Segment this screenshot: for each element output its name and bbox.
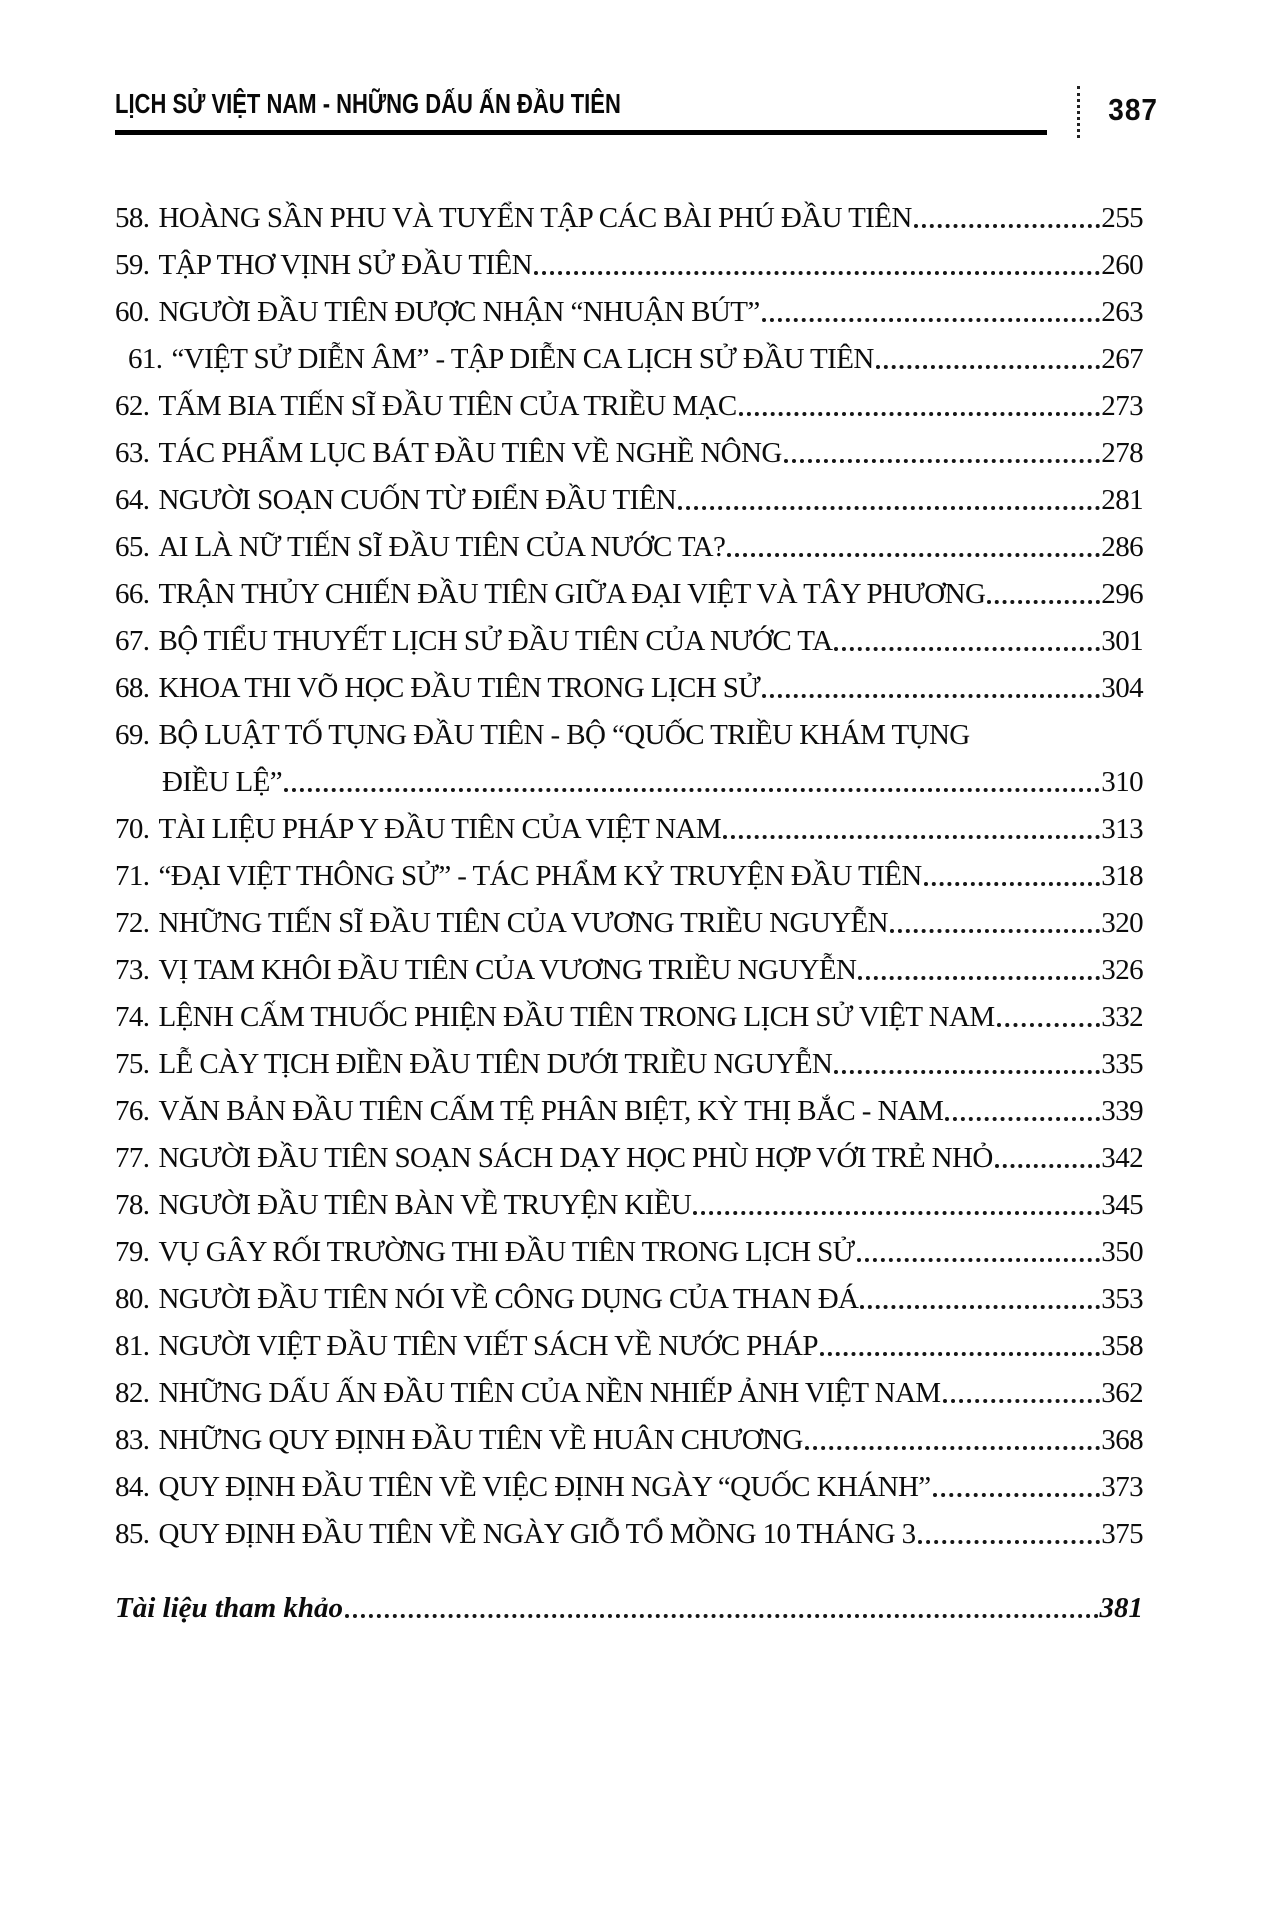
toc-entry	[115, 1081, 1143, 1128]
dot-leader	[784, 459, 1101, 463]
dot-leader	[727, 553, 1100, 557]
dot-leader	[858, 976, 1100, 980]
entry-number: 82.	[115, 1377, 150, 1409]
entry-title: “ĐẠI VIỆT THÔNG SỬ” - TÁC PHẨM KỶ TRUYỆN ĐẦU TIÊN	[158, 860, 922, 892]
entry-page-number: 362	[1101, 1377, 1143, 1409]
entry-title: LỄ CÀY TỊCH ĐIỀN ĐẦU TIÊN DƯỚI TRIỀU NGUYỄN	[158, 1048, 833, 1080]
entry-number: 64.	[115, 484, 150, 516]
entry-number: 59.	[115, 249, 150, 281]
entry-number: 65.	[115, 531, 150, 563]
entry-number: 81.	[115, 1330, 150, 1362]
entry-number: 66.	[115, 578, 150, 610]
entry-page-number: 335	[1101, 1048, 1143, 1080]
entry-number: 85.	[115, 1518, 150, 1550]
entry-number: 69.	[115, 719, 150, 751]
dot-leader	[933, 1493, 1101, 1497]
entry-title: TẤM BIA TIẾN SĨ ĐẦU TIÊN CỦA TRIỀU MẠC	[158, 390, 737, 422]
entry-title: TRẬN THỦY CHIẾN ĐẦU TIÊN GIỮA ĐẠI VIỆT VÀ TÂY PHƯƠNG	[158, 578, 986, 610]
dot-leader	[995, 1164, 1101, 1168]
toc-entry	[115, 705, 1143, 752]
toc-entry	[115, 940, 1143, 987]
entry-title: TÁC PHẨM LỤC BÁT ĐẦU TIÊN VỀ NGHỀ NÔNG	[158, 437, 782, 469]
entry-title: NHỮNG QUY ĐỊNH ĐẦU TIÊN VỀ HUÂN CHƯƠNG	[158, 1424, 803, 1456]
entry-number: 84.	[115, 1471, 150, 1503]
entry-title: KHOA THI VÕ HỌC ĐẦU TIÊN TRONG LỊCH SỬ	[158, 672, 761, 704]
toc-entry	[115, 611, 1143, 658]
entry-title: NGƯỜI ĐẦU TIÊN BÀN VỀ TRUYỆN KIỀU	[158, 1189, 692, 1221]
toc-entry-references	[115, 1578, 1143, 1625]
entry-page-number: 350	[1101, 1236, 1143, 1268]
toc-entry	[115, 987, 1143, 1034]
dot-leader	[857, 1258, 1101, 1262]
entry-page-number: 286	[1101, 531, 1143, 563]
entry-title: NGƯỜI ĐẦU TIÊN ĐƯỢC NHẬN “NHUẬN BÚT”	[158, 296, 760, 328]
entry-title: QUY ĐỊNH ĐẦU TIÊN VỀ VIỆC ĐỊNH NGÀY “QUỐC KHÁNH”	[158, 1471, 931, 1503]
entry-number: 77.	[115, 1142, 150, 1174]
toc-entry	[115, 188, 1143, 235]
entry-number: 60.	[115, 296, 150, 328]
dot-leader	[762, 318, 1101, 322]
dot-leader	[723, 835, 1100, 839]
toc-entry	[115, 1410, 1143, 1457]
entry-title: BỘ LUẬT TỐ TỤNG ĐẦU TIÊN - BỘ “QUỐC TRIỀU KHÁM TỤNG	[158, 719, 970, 751]
entry-number: 76.	[115, 1095, 150, 1127]
toc-entry	[115, 329, 1143, 376]
entry-number: 61.	[128, 343, 163, 375]
entry-title: LỆNH CẤM THUỐC PHIỆN ĐẦU TIÊN TRONG LỊCH SỬ VIỆT NAM	[158, 1001, 995, 1033]
entry-page-number: 278	[1101, 437, 1143, 469]
entry-number: 78.	[115, 1189, 150, 1221]
entry-number: 70.	[115, 813, 150, 845]
dot-leader	[345, 1614, 1098, 1618]
entry-page-number: 326	[1101, 954, 1143, 986]
entry-page-number: 296	[1101, 578, 1143, 610]
entry-page-number: 345	[1101, 1189, 1143, 1221]
dot-leader	[918, 1540, 1101, 1544]
entry-title-continued: ĐIỀU LỆ”	[162, 766, 283, 798]
entry-page-number: 310	[1101, 766, 1143, 798]
entry-page-number: 339	[1101, 1095, 1143, 1127]
dot-leader	[805, 1446, 1101, 1450]
book-title: LỊCH SỬ VIỆT NAM - NHỮNG DẤU ẤN ĐẦU TIÊN	[115, 88, 621, 120]
toc-entry	[115, 1222, 1143, 1269]
entry-page-number: 318	[1101, 860, 1143, 892]
toc-entry	[115, 1269, 1143, 1316]
entry-title: AI LÀ NỮ TIẾN SĨ ĐẦU TIÊN CỦA NƯỚC TA?	[158, 531, 726, 563]
header-rule	[115, 88, 1047, 135]
reference-title: Tài liệu tham khảo	[115, 1592, 344, 1624]
entry-title: “VIỆT SỬ DIỄN ÂM” - TẬP DIỄN CA LỊCH SỬ ĐẦU TIÊN	[171, 343, 874, 375]
entry-title: HOÀNG SẦN PHU VÀ TUYỂN TẬP CÁC BÀI PHÚ ĐẦU TIÊN	[158, 202, 912, 234]
table-of-contents	[115, 188, 1143, 1625]
toc-entry	[115, 1457, 1143, 1504]
dot-leader	[678, 506, 1100, 510]
entry-title: TẬP THƠ VỊNH SỬ ĐẦU TIÊN	[158, 249, 533, 281]
entry-number: 83.	[115, 1424, 150, 1456]
entry-page-number: 255	[1101, 202, 1143, 234]
entry-page-number: 320	[1101, 907, 1143, 939]
dot-leader	[820, 1352, 1100, 1356]
entry-title: NGƯỜI ĐẦU TIÊN NÓI VỀ CÔNG DỤNG CỦA THAN ĐÁ	[158, 1283, 859, 1315]
entry-title: NHỮNG DẤU ẤN ĐẦU TIÊN CỦA NỀN NHIẾP ẢNH VIỆT NAM	[158, 1377, 941, 1409]
entry-number: 71.	[115, 860, 150, 892]
header-separator-line	[1077, 86, 1080, 138]
dot-leader	[834, 1070, 1100, 1074]
toc-entry	[115, 1175, 1143, 1222]
toc-entry	[115, 423, 1143, 470]
entry-page-number: 263	[1101, 296, 1143, 328]
entry-number: 63.	[115, 437, 150, 469]
toc-entry	[115, 235, 1143, 282]
dot-leader	[997, 1023, 1101, 1027]
dot-leader	[284, 788, 1100, 792]
reference-page-number: 381	[1099, 1592, 1143, 1624]
entry-number: 68.	[115, 672, 150, 704]
dot-leader	[860, 1305, 1100, 1309]
toc-entry	[115, 564, 1143, 611]
toc-entry-list	[115, 188, 1143, 1551]
toc-entry	[115, 846, 1143, 893]
entry-title: NGƯỜI SOẠN CUỐN TỪ ĐIỂN ĐẦU TIÊN	[158, 484, 677, 516]
entry-title: NHỮNG TIẾN SĨ ĐẦU TIÊN CỦA VƯƠNG TRIỀU NGUYỄN	[158, 907, 889, 939]
toc-entry	[115, 376, 1143, 423]
dot-leader	[943, 1399, 1101, 1403]
entry-page-number: 267	[1101, 343, 1143, 375]
entry-title: VỤ GÂY RỐI TRƯỜNG THI ĐẦU TIÊN TRONG LỊCH SỬ	[158, 1236, 855, 1268]
entry-page-number: 373	[1101, 1471, 1143, 1503]
entry-number: 73.	[115, 954, 150, 986]
entry-number: 62.	[115, 390, 150, 422]
dot-leader	[739, 412, 1101, 416]
dot-leader	[924, 882, 1101, 886]
entry-page-number: 313	[1101, 813, 1143, 845]
entry-page-number: 368	[1101, 1424, 1143, 1456]
entry-page-number: 332	[1101, 1001, 1143, 1033]
entry-title: VỊ TAM KHÔI ĐẦU TIÊN CỦA VƯƠNG TRIỀU NGUYỄN	[158, 954, 857, 986]
dot-leader	[534, 271, 1100, 275]
page-number: 387	[1108, 92, 1158, 127]
entry-number: 75.	[115, 1048, 150, 1080]
toc-entry	[115, 517, 1143, 564]
toc-entry	[115, 658, 1143, 705]
entry-page-number: 304	[1101, 672, 1143, 704]
toc-entry	[115, 1363, 1143, 1410]
entry-number: 80.	[115, 1283, 150, 1315]
entry-number: 74.	[115, 1001, 150, 1033]
entry-number: 58.	[115, 202, 150, 234]
dot-leader	[945, 1117, 1100, 1121]
entry-title: BỘ TIỂU THUYẾT LỊCH SỬ ĐẦU TIÊN CỦA NƯỚC TA	[158, 625, 833, 657]
entry-page-number: 281	[1101, 484, 1143, 516]
toc-entry	[115, 1128, 1143, 1175]
entry-title: QUY ĐỊNH ĐẦU TIÊN VỀ NGÀY GIỖ TỔ MỒNG 10 THÁNG 3	[158, 1518, 916, 1550]
entry-page-number: 353	[1101, 1283, 1143, 1315]
toc-entry	[115, 470, 1143, 517]
dot-leader	[876, 365, 1101, 369]
toc-entry	[115, 1034, 1143, 1081]
toc-entry	[115, 799, 1143, 846]
entry-page-number: 260	[1101, 249, 1143, 281]
entry-page-number: 273	[1101, 390, 1143, 422]
dot-leader	[987, 600, 1100, 604]
entry-page-number: 342	[1101, 1142, 1143, 1174]
entry-page-number: 301	[1101, 625, 1143, 657]
dot-leader	[834, 647, 1100, 651]
running-header	[115, 88, 1158, 138]
entry-number: 67.	[115, 625, 150, 657]
toc-entry	[115, 1316, 1143, 1363]
toc-entry-wrap-line	[115, 752, 1143, 799]
toc-entry	[115, 1504, 1143, 1551]
dot-leader	[762, 694, 1100, 698]
dot-leader	[914, 224, 1101, 228]
toc-entry	[115, 282, 1143, 329]
entry-title: VĂN BẢN ĐẦU TIÊN CẤM TỆ PHÂN BIỆT, KỲ THỊ BẮC - NAM	[158, 1095, 944, 1127]
toc-entry	[115, 893, 1143, 940]
entry-title: NGƯỜI ĐẦU TIÊN SOẠN SÁCH DẠY HỌC PHÙ HỢP VỚI TRẺ NHỎ	[158, 1142, 993, 1174]
entry-number: 72.	[115, 907, 150, 939]
dot-leader	[693, 1211, 1100, 1215]
entry-page-number: 375	[1101, 1518, 1143, 1550]
dot-leader	[890, 929, 1100, 933]
entry-title: TÀI LIỆU PHÁP Y ĐẦU TIÊN CỦA VIỆT NAM	[158, 813, 722, 845]
entry-number: 79.	[115, 1236, 150, 1268]
entry-title: NGƯỜI VIỆT ĐẦU TIÊN VIẾT SÁCH VỀ NƯỚC PHÁP	[158, 1330, 818, 1362]
entry-page-number: 358	[1101, 1330, 1143, 1362]
